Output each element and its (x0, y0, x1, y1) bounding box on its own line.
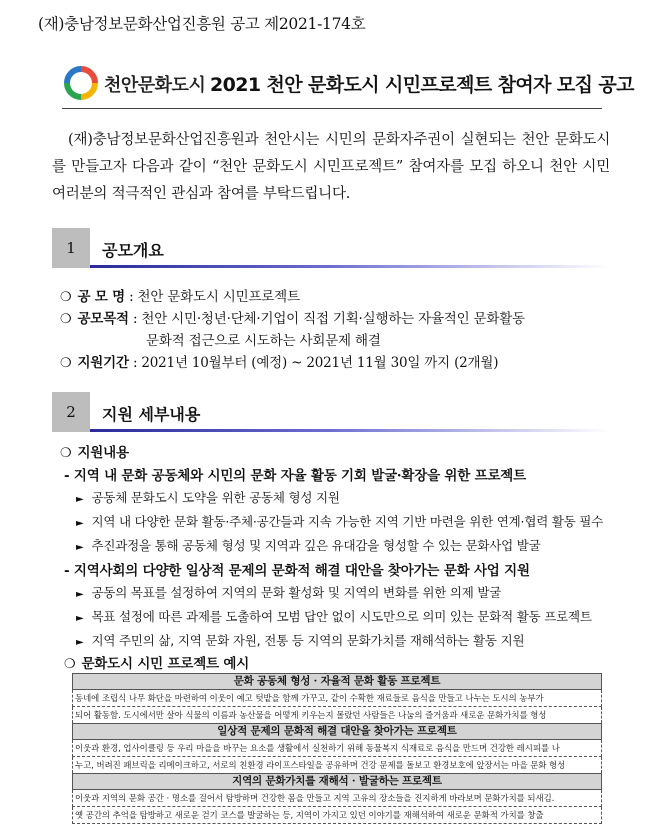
example-text: 이웃과 지역의 문화 공간 · 명소를 걸어서 탐방하며 건강한 몸을 만들고 지역 고유의 장소들을 진지하게 바라보며 문화가치를 되새김. (73, 790, 602, 807)
table-row (73, 774, 602, 790)
support-group-1-bullet: ► 추진과정을 통해 공동체 형성 및 지역과 깊은 유대감을 형성할 수 있는 문화사업 발굴 (76, 538, 541, 553)
table-row (73, 757, 602, 774)
example-text: 되어 활동함. 도시에서만 살아 식물의 이름과 농산물을 어떻게 키우는지 몰랐던 사람들은 나눔의 즐거움과 새로운 문화가치를 형성 (73, 707, 602, 724)
support-group-1-title: - 지역 내 문화 공동체와 시민의 문화 자율 활동 기회 발굴·확장을 위한 프로젝트 (64, 468, 526, 484)
support-group-2-bullet: ► 목표 설정에 따른 과제를 도출하여 모범 답안 없이 시도만으로 의미 있는 문화적 활동 프로젝트 (76, 609, 592, 624)
example-heading: 문화 공동체 형성 · 자율적 문화 활동 프로젝트 (73, 674, 602, 690)
example-text: 누고, 버려진 패브릭을 리메이크하고, 서로의 친환경 라이프스타일을 공유하며 건강 문제를 돌보고 환경보호에 앞장서는 마을 문화 형성 (73, 757, 602, 774)
circle-bullet-icon: ❍ (60, 446, 72, 461)
example-text: 옛 공간의 추억을 탐방하고 새로운 걷기 코스를 발굴하는 등, 지역이 가지고 있던 이야기를 재해석하여 새로운 문화적 가치를 창출 (73, 807, 602, 824)
table-row (73, 740, 602, 757)
section-1-header (52, 228, 610, 268)
section-1-underline (90, 265, 610, 268)
section-1-title: 공모개요 (102, 241, 164, 260)
section-2-title: 지원 세부내용 (102, 405, 201, 424)
table-row (73, 790, 602, 807)
triangle-bullet-icon: ► (76, 542, 84, 553)
notice-number: (재)충남정보문화산업진흥원 공고 제2021-174호 (38, 15, 366, 33)
logo-text: 천안문화도시 (104, 75, 206, 96)
overview-item-purpose-line2: 문화적 접근으로 시도하는 사회문제 해결 (146, 333, 381, 349)
title-block (62, 64, 634, 104)
example-heading: 일상적 문제의 문화적 해결 대안을 찾아가는 프로젝트 (73, 724, 602, 740)
section-1-number: 1 (52, 228, 90, 268)
examples-label: ❍ 문화도시 시민 프로젝트 예시 (64, 656, 250, 672)
table-row (73, 690, 602, 707)
triangle-bullet-icon: ► (76, 589, 84, 600)
triangle-bullet-icon: ► (76, 613, 84, 624)
page-title: 2021 천안 문화도시 시민프로젝트 참여자 모집 공고 (210, 74, 634, 96)
section-2-underline (90, 429, 610, 432)
title-divider (62, 108, 602, 109)
support-group-1-bullet: ► 공동체 문화도시 도약을 위한 공동체 형성 지원 (76, 490, 340, 505)
example-heading: 지역의 문화가치를 재해석 · 발굴하는 프로젝트 (73, 774, 602, 790)
circle-bullet-icon: ❍ (64, 657, 76, 672)
table-row (73, 807, 602, 824)
triangle-bullet-icon: ► (76, 518, 84, 529)
example-text: 동네에 조립식 나무 화단을 마련하여 이웃이 예고 텃밭을 함께 가꾸고, 같이 수확한 재료들로 음식을 만들고 나누는 도시의 농부가 (73, 690, 602, 707)
circle-bullet-icon: ❍ (60, 356, 72, 371)
support-group-1-bullet: ► 지역 내 다양한 문화 활동·주체·공간들과 지속 가능한 지역 기반 마련을 위한 연계·협력 활동 필수 (76, 514, 604, 529)
overview-item-period: ❍ 지원기간 : 2021년 10월부터 (예정) ~ 2021년 11월 30일 까지 (2개월) (60, 355, 499, 371)
overview-item-purpose: ❍ 공모목적 : 천안 시민·청년·단체·기업이 직접 기획·실행하는 자율적인 문화활동 (60, 311, 525, 327)
support-group-2-title: - 지역사회의 다양한 일상적 문제의 문화적 해결 대안을 찾아가는 문화 사업 지원 (64, 563, 530, 579)
examples-table (72, 673, 602, 824)
table-row (73, 724, 602, 740)
section-2-header (52, 392, 610, 432)
support-group-2-bullet: ► 지역 주민의 삶, 지역 문화 자원, 전통 등 지역의 문화가치를 재해석하는 활동 지원 (76, 633, 525, 648)
overview-item-name: ❍ 공 모 명 : 천안 문화도시 시민프로젝트 (60, 289, 300, 305)
section-2-number: 2 (52, 392, 90, 432)
support-group-2-bullet: ► 공동의 목표를 설정하여 지역의 문화 활성화 및 지역의 변화를 위한 의제 발굴 (76, 585, 502, 600)
support-content-label: ❍ 지원내용 (60, 445, 129, 461)
triangle-bullet-icon: ► (76, 637, 84, 648)
triangle-bullet-icon: ► (76, 494, 84, 505)
circle-bullet-icon: ❍ (60, 290, 72, 305)
table-row (73, 674, 602, 690)
circle-bullet-icon: ❍ (60, 312, 72, 327)
intro-paragraph: (재)충남정보문화산업진흥원과 천안시는 시민의 문화자주권이 실현되는 천안 문화도시를 만들고자 다음과 같이 “천안 문화도시 시민프로젝트” 참여자를 모집 하오니 천안 시민 여러분의 적극적인 관심과 참여를 부탁드립니다. (52, 132, 610, 202)
table-row (73, 707, 602, 724)
cheonan-logo-icon (64, 66, 98, 100)
example-text: 이웃과 환경, 업사이클링 등 우리 마을을 바꾸는 요소를 생활에서 실천하기 위해 동물복지 식재료로 음식을 만드며 건강한 레시피를 나 (73, 740, 602, 757)
